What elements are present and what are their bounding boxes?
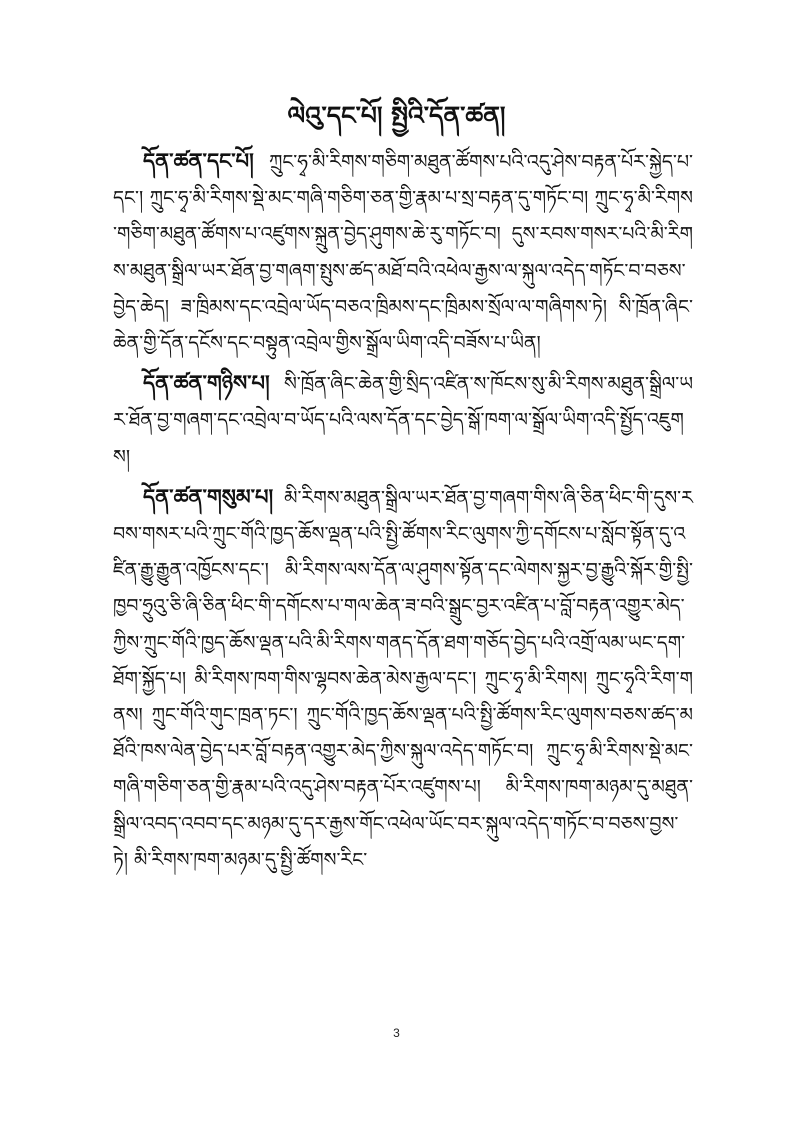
article-text-1: ཀྲུང་ཧྭ་མི་རིགས་གཅིག་མཐུན་ཚོགས་པའི་འདུ་ཤེས་བརྟན་པོར་སྐྱེད་པ་དང་། ཀྲུང་ཧྭ་མི་རིགས་སྡེ་མང་གཞི་གཅིག་ཅན་གྱི་རྣམ་པ་སྲ་བརྟན་དུ་གཏོང་བ། ཀྲུང་ཧྭ་མི་རིགས་གཅིག་མཐུན་ཚོགས་པ་འཛུགས་སྐྲུན་བྱེད་ཤུགས་ཆེ་རུ་གཏོང་བ། དུས་རབས་གསར་པའི་མི་རིགས་མཐུན་སྒྲིལ་ཡར་ཐོན་བྱ་གཞག་སྤུས་ཚད་མཐོ་བའི་འཕེལ་རྒྱས་ལ་སྐུལ་འདེད་གཏོང་བ་བཅས་བྱེད་ཆེད། ཟ་ཁྲིམས་དང་འབྲེལ་ཡོད་བཅའ་ཁྲིམས་དང་ཁྲིམས་སྲོལ་ལ་གཞིགས་ཏེ། སི་ཁྲོན་ཞིང་ཆེན་གྱི་དོན་དངོས་དང་བསྟུན་འབྲེལ་གྱིས་སྒྲོལ་ཡིག་འདི་བཟོས་པ་ཡིན། — [113, 151, 693, 355]
article-paragraph-2 — [113, 365, 693, 475]
chapter-title: ལེའུ་དང་པོ། སྤྱིའི་དོན་ཚན། — [287, 101, 506, 130]
article-text-3: མི་རིགས་མཐུན་སྒྲིལ་ཡར་ཐོན་བྱ་གཞག་གིས་ཞི་ཅིན་ཕིང་གི་དུས་རབས་གསར་པའི་ཀྲུང་གོའི་ཁྱད་ཆོས་ལྡན་པའི་སྤྱི་ཚོགས་རིང་ལུགས་ཀྱི་དགོངས་པ་སློབ་སྟོན་དུ་འཛིན་རྒྱུ་རྒྱུན་འཁྱོངས་དང་། མི་རིགས་ལས་དོན་ལ་ཤུགས་སྟོན་དང་ལེགས་སྐྱར་བྱ་རྒྱུའི་སྐོར་གྱི་སྤྱི་ཁྱབ་ཧྲུའུ་ཅི་ཞི་ཅིན་ཕིང་གི་དགོངས་པ་གལ་ཆེན་ཟ་བའི་སྒྲུང་བྱར་འཛིན་པ་བློ་བརྟན་འགྱུར་མེད་ཀྱིས་ཀྲུང་གོའི་ཁྱད་ཆོས་ལྡན་པའི་མི་རིགས་གནད་དོན་ཐག་གཅོད་བྱེད་པའི་འགྲོ་ལམ་ཡང་དག་ཐོག་སྐྱོད་པ། མི་རིགས་ཁག་གིས་ལྷབས་ཆེན་མེས་རྒྱལ་དང་། ཀྲུང་ཧྭ་མི་རིགས། ཀྲུང་ཧྭའི་རིག་གནས། ཀྲུང་གོའི་གུང་ཁྲན་ཏང་། ཀྲུང་གོའི་ཁྱད་ཆོས་ལྡན་པའི་སྤྱི་ཚོགས་རིང་ལུགས་བཅས་ཚད་མཐོའི་ཁས་ལེན་བྱེད་པར་བློ་བརྟན་འགྱུར་མེད་ཀྱིས་སྐུལ་འདེད་གཏོང་བ། ཀྲུང་ཧྭ་མི་རིགས་སྡེ་མང་གཞི་གཅིག་ཅན་གྱི་རྣམ་པའི་འདུ་ཤེས་བརྟན་པོར་འཛུགས་པ། མི་རིགས་ཁག་མཉམ་དུ་མཐུན་སྒྲིལ་འབད་འབབ་དང་མཉམ་དུ་དར་རྒྱས་གོང་འཕེལ་ཡོང་བར་སྐུལ་འདེད་གཏོང་བ་བཅས་བྱས་ཏེ། མི་རིགས་ཁག་མཉམ་དུ་སྤྱི་ཚོགས་རིང་ — [113, 486, 693, 871]
article-heading-2: དོན་ཚན་གཉིས་པ། — [143, 370, 270, 396]
article-paragraph-3 — [113, 479, 693, 878]
article-paragraph-1 — [113, 143, 693, 361]
page-number: 3 — [393, 1026, 400, 1040]
article-heading-1: དོན་ཚན་དང་པོ། — [143, 148, 254, 173]
article-heading-3: དོན་ཚན་གསུམ་པ། — [143, 483, 274, 509]
document-body — [113, 143, 693, 878]
article-text-2: སི་ཁྲོན་ཞིང་ཆེན་གྱི་སྲིད་འཛིན་ས་ཁོངས་སུ་མི་རིགས་མཐུན་སྒྲིལ་ཡར་ཐོན་བྱ་གཞག་དང་འབྲེལ་བ་ཡོད་པའི་ལས་དོན་དང་བྱེད་སྒོ་ཁག་ལ་སྒྲོལ་ཡིག་འདི་སྤྱོད་འཇུགས། — [113, 373, 693, 468]
